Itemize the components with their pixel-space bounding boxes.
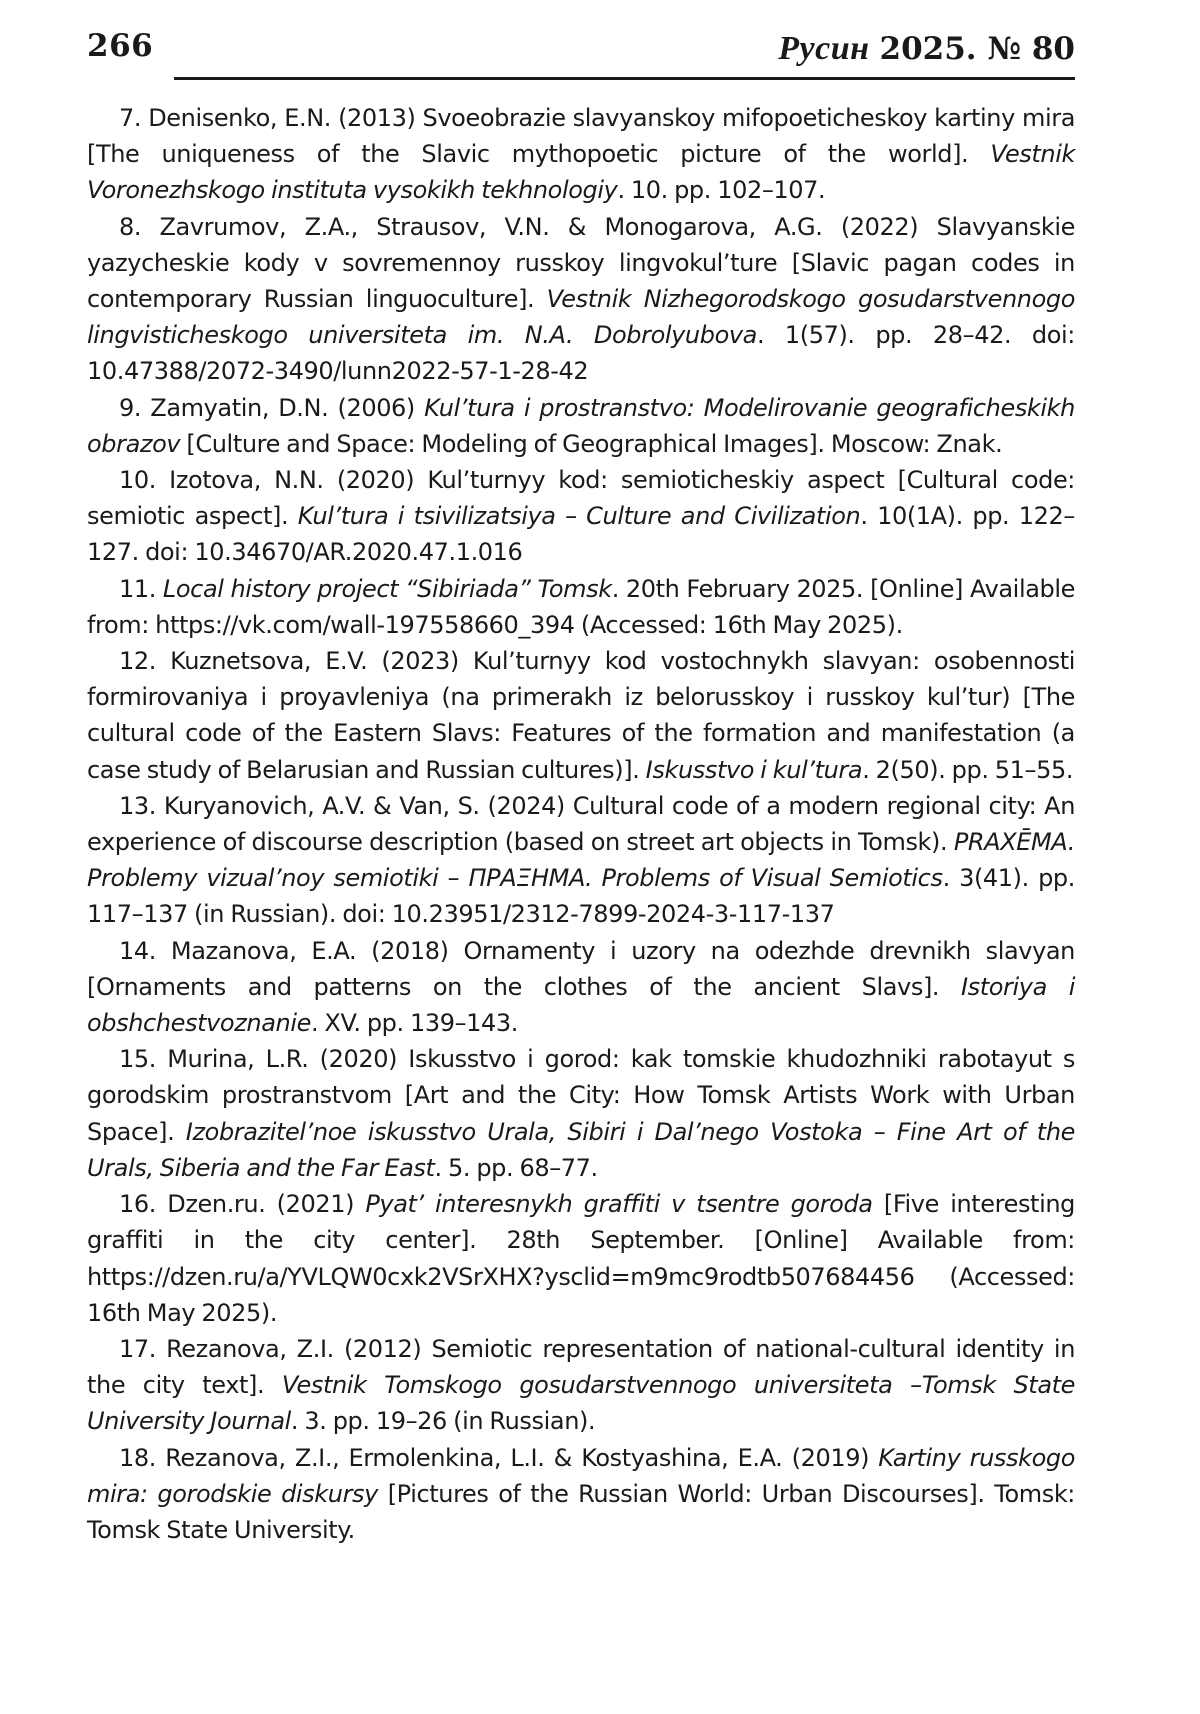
reference-source-title: PRAXĒMA. Problemy vizual’noy semiotiki – ΠΡΑΞΗΜΑ. Problems of Visual Semiotics <box>87 828 1075 893</box>
reference-text: Izotova, N.N. (2020) Kul’turnyy kod: semioticheskiy aspect [Cultural code: semiotic aspect]. <box>87 466 1075 531</box>
reference-source-title: Iskusstvo i kul’tura <box>645 755 863 784</box>
reference-item <box>87 1041 1075 1186</box>
journal-name: Русин <box>778 30 870 67</box>
page-number: 266 <box>87 28 154 64</box>
reference-item <box>87 1440 1075 1549</box>
reference-text: . 3. pp. 19–26 (in Russian). <box>290 1407 596 1436</box>
reference-number: 15. <box>119 1045 156 1074</box>
reference-number: 18. <box>119 1443 156 1472</box>
reference-text: Denisenko, E.N. (2013) Svoeobrazie slavyanskoy mifopoeticheskoy kartiny mira [The uniqueness of the Slavic mythopoetic picture of the world]. <box>87 104 1075 169</box>
reference-source-title: Vestnik Tomskogo gosudarstvennogo universiteta –Tomsk State University Journal <box>87 1371 1075 1436</box>
reference-source-title: Vestnik Voronezhskogo instituta vysokikh tekhnologiy <box>87 140 1075 205</box>
reference-text: Murina, L.R. (2020) Iskusstvo i gorod: kak tomskie khudozhniki rabotayut s gorodskim prostranstvom [Art and the City: How Tomsk Artists Work with Urban Space]. <box>87 1045 1075 1146</box>
reference-text: Rezanova, Z.I. (2012) Semiotic representation of national-cultural identity in the city text]. <box>87 1334 1076 1400</box>
reference-source-title: Pyat’ interesnykh graffiti v tsentre goroda <box>365 1190 873 1219</box>
reference-source-title: Local history project “Sibiriada” Tomsk <box>162 574 612 603</box>
reference-item <box>87 1186 1075 1331</box>
reference-text: . 2(50). pp. 51–55. <box>862 755 1074 784</box>
reference-number: 9. <box>119 393 142 422</box>
journal-issue-heading <box>778 30 1075 68</box>
reference-text: Zavrumov, Z.A., Strausov, V.N. & Monogarova, A.G. (2022) Slavyanskie yazycheskie kody v sovremennoy russkoy lingvokul’ture [Slavic pagan codes in contemporary Russian linguoculture]. <box>87 212 1075 314</box>
reference-source-title: Vestnik Nizhegorodskogo gosudarstvennogo lingvisticheskogo universiteta im. N.A. Dobrolyubova <box>87 285 1075 350</box>
reference-text: Rezanova, Z.I., Ermolenkina, L.I. & Kostyashina, E.A. (2019) <box>165 1443 879 1472</box>
reference-number: 8. <box>119 212 142 241</box>
reference-item <box>87 1331 1075 1440</box>
reference-text: [Pictures of the Russian World: Urban Discourses]. Tomsk: Tomsk State University. <box>87 1479 1075 1544</box>
reference-text: [Five interesting graffiti in the city center]. 28th September. [Online] Available from: https://dzen.ru/a/YVLQW0cxk2VSrXHX?ysclid=m9mc9rodtb507684456 (Accessed: 16th May 2025). <box>87 1190 1075 1327</box>
reference-source-title: Istoriya i obshchestvoznanie <box>87 972 1075 1038</box>
reference-text: Kuznetsova, E.V. (2023) Kul’turnyy kod vostochnykh slavyan: osobennosti formirovaniya i proyavleniya (na primerakh iz belorusskoy i russkoy kul’tur) [The cultural code of the Eastern Slavs: Features of the formation and manifestation (a case study of Belarusian and Russian cultures)]. <box>87 647 1075 784</box>
reference-number: 11. <box>119 574 156 603</box>
reference-text: . 10(1A). pp. 122–127. doi: 10.34670/AR.2020.47.1.016 <box>87 502 1075 567</box>
reference-text: . 20th February 2025. [Online] Available from: https://vk.com/wall-197558660_394 (Accessed: 16th May 2025). <box>87 574 1075 639</box>
reference-number: 17. <box>119 1334 156 1363</box>
reference-source-title: Izobrazitel’noe iskusstvo Urala, Sibiri i Dal’nego Vostoka – Fine Art of the Urals, Siberia and the Far East <box>87 1117 1075 1182</box>
reference-text: Zamyatin, D.N. (2006) <box>150 393 425 422</box>
reference-item <box>87 462 1075 571</box>
journal-issue: 2025. № 80 <box>879 31 1075 67</box>
reference-text: Mazanova, E.A. (2018) Ornamenty i uzory na odezhde drevnikh slavyan [Ornaments and patterns on the clothes of the ancient Slavs]. <box>87 936 1075 1001</box>
reference-item <box>87 643 1075 788</box>
reference-number: 13. <box>119 791 156 820</box>
reference-text: . 5. pp. 68–77. <box>434 1153 598 1182</box>
reference-text: . 1(57). pp. 28–42. doi: 10.47388/2072-3490/lunn2022-57-1-28-42 <box>87 321 1075 386</box>
reference-list <box>87 100 1075 1548</box>
reference-item <box>87 571 1075 643</box>
reference-number: 16. <box>119 1190 156 1219</box>
page <box>87 22 1075 1548</box>
reference-text: [Culture and Space: Modeling of Geographical Images]. Moscow: Znak. <box>180 429 1003 458</box>
reference-item <box>87 788 1075 933</box>
reference-text: Kuryanovich, A.V. & Van, S. (2024) Cultural code of a modern regional city: An experience of discourse description (based on street art objects in Tomsk). <box>87 791 1075 857</box>
header-rule <box>174 77 1075 80</box>
reference-item <box>87 933 1075 1042</box>
reference-text: . 10. pp. 102–107. <box>617 176 826 205</box>
reference-text: . 3(41). pp. 117–137 (in Russian). doi: 10.23951/2312-7899-2024-3-117-137 <box>87 864 1075 929</box>
reference-text: Dzen.ru. (2021) <box>167 1190 366 1219</box>
reference-source-title: Kartiny russkogo mira: gorodskie diskursy <box>87 1443 1075 1508</box>
reference-source-title: Kul’tura i prostranstvo: Modelirovanie geograficheskikh obrazov <box>87 393 1075 458</box>
running-header <box>87 22 1075 80</box>
reference-item <box>87 100 1075 209</box>
reference-item <box>87 209 1075 390</box>
reference-number: 14. <box>119 936 156 965</box>
reference-text: . XV. pp. 139–143. <box>310 1009 519 1038</box>
reference-source-title: Kul’tura i tsivilizatsiya – Culture and Civilization <box>297 502 861 531</box>
reference-number: 12. <box>119 647 156 676</box>
reference-number: 10. <box>119 466 156 495</box>
reference-item <box>87 390 1075 462</box>
reference-number: 7. <box>119 104 142 132</box>
